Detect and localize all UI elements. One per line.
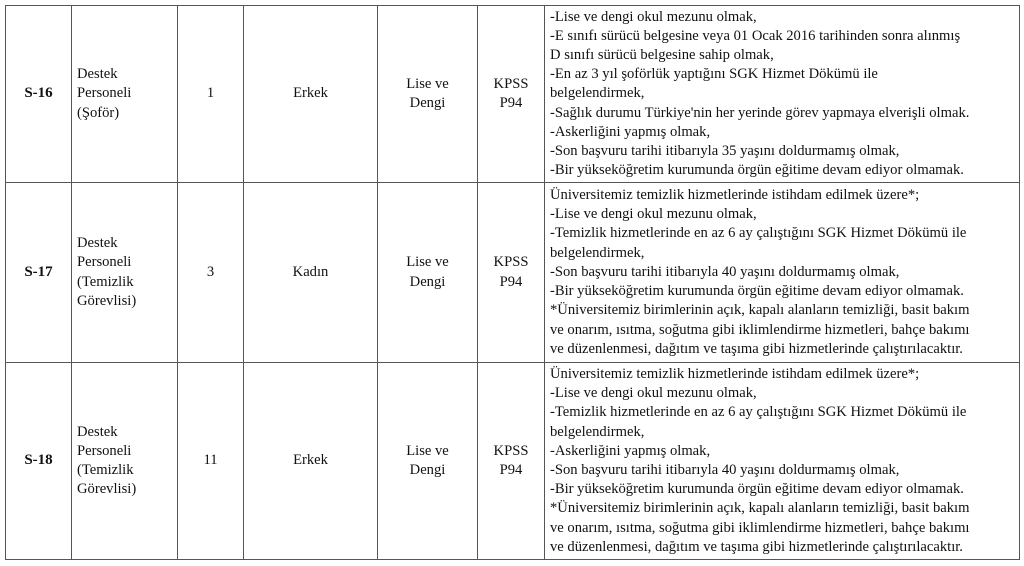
condition-line: -Lise ve dengi okul mezunu olmak, [550,8,757,25]
position-title-line: (Temizlik [77,273,134,290]
position-title-line: Personeli [77,85,132,102]
position-title-cell [72,363,178,560]
exam-line: KPSS [493,254,529,271]
position-code-cell [6,363,72,560]
position-title-line: (Şoför) [77,104,120,121]
condition-line: -En az 3 yıl şoförlük yaptığını SGK Hizmet Dökümü ile [550,66,878,83]
gender-cell [244,183,378,363]
condition-line: -Son başvuru tarihi itibarıyla 35 yaşını doldurmamış olmak, [550,143,900,159]
table-body [6,6,1020,560]
condition-line: -Bir yükseköğretim kurumunda örgün eğitime devam ediyor olmamak. [550,283,964,300]
exam-line: P94 [499,462,523,478]
position-code: S-16 [24,85,53,102]
position-count: 3 [206,263,215,280]
education-line: Dengi [409,462,446,478]
position-count: 11 [203,452,218,469]
condition-line: Üniversitemiz temizlik hizmetlerinde istihdam edilmek üzere*; [550,187,920,204]
document-page [5,5,1019,561]
conditions-cell [545,363,1020,560]
table-row [6,183,1020,363]
condition-line: Üniversitemiz temizlik hizmetlerinde istihdam edilmek üzere*; [550,365,920,382]
position-title-line: Personeli [77,254,132,271]
condition-line: belgelendirmek, [550,423,645,440]
education-cell [378,363,478,560]
condition-line: -Temizlik hizmetlerinde en az 6 ay çalıştığını SGK Hizmet Dökümü ile [550,225,967,242]
condition-line: -Askerliğini yapmış olmak, [550,442,711,459]
condition-line: -Temizlik hizmetlerinde en az 6 ay çalıştığını SGK Hizmet Dökümü ile [550,404,967,421]
position-title-line: Destek [77,66,118,83]
condition-line: -Son başvuru tarihi itibarıyla 40 yaşını doldurmamış olmak, [550,263,900,280]
conditions-cell [545,6,1020,183]
gender-value: Erkek [293,452,328,469]
position-title-cell [72,183,178,363]
exam-line: P94 [499,95,523,111]
condition-line: ve düzenlenmesi, dağıtım ve taşıma gibi hizmetlerinde çalıştırılacaktır. [550,538,963,555]
gender-value: Kadın [292,263,329,280]
condition-line: ve onarım, ısıtma, soğutma gibi iklimlendirme hizmetleri, bahçe bakımı [550,321,970,338]
condition-line: -Askerliğini yapmış olmak, [550,123,711,140]
position-code: S-18 [24,452,53,469]
condition-line: -Lise ve dengi okul mezunu olmak, [550,206,757,223]
position-code-cell [6,6,72,183]
exam-line: KPSS [493,442,529,459]
condition-line: *Üniversitemiz birimlerinin açık, kapalı alanların temizliği, basit bakım [550,302,970,319]
condition-line: *Üniversitemiz birimlerinin açık, kapalı alanların temizliği, basit bakım [550,500,970,517]
position-count-cell [178,6,244,183]
education-line: Dengi [409,273,446,290]
position-title-line: Görevlisi) [77,481,137,498]
condition-line: belgelendirmek, [550,244,645,261]
condition-line: D sınıfı sürücü belgesine sahip olmak, [550,46,774,63]
condition-line: -Lise ve dengi okul mezunu olmak, [550,385,757,402]
position-code: S-17 [24,263,53,280]
condition-line: -E sınıfı sürücü belgesine veya 01 Ocak 2016 tarihinden sonra alınmış [550,27,961,44]
position-count-cell [178,183,244,363]
gender-cell [244,6,378,183]
position-count-cell [178,363,244,560]
education-line: Lise ve [406,442,449,459]
position-requirements-table [5,5,1020,560]
position-title-cell [72,6,178,183]
exam-cell [478,363,545,560]
table-row [6,6,1020,183]
education-line: Lise ve [406,254,449,271]
position-title-line: Destek [77,423,118,440]
position-title-line: Personeli [77,442,132,459]
position-code-cell [6,183,72,363]
exam-cell [478,6,545,183]
condition-line: -Bir yükseköğretim kurumunda örgün eğitime devam ediyor olmamak. [550,162,964,179]
position-title-line: (Temizlik [77,462,134,478]
position-title-line: Destek [77,235,118,252]
education-cell [378,6,478,183]
exam-cell [478,183,545,363]
exam-line: P94 [499,273,523,290]
condition-line: belgelendirmek, [550,85,645,102]
education-line: Lise ve [406,75,449,92]
table-row [6,363,1020,560]
condition-line: ve onarım, ısıtma, soğutma gibi iklimlendirme hizmetleri, bahçe bakımı [550,519,970,536]
conditions-cell [545,183,1020,363]
condition-line: ve düzenlenmesi, dağıtım ve taşıma gibi hizmetlerinde çalıştırılacaktır. [550,340,963,357]
gender-cell [244,363,378,560]
condition-line: -Son başvuru tarihi itibarıyla 40 yaşını doldurmamış olmak, [550,462,900,478]
education-line: Dengi [409,95,446,111]
position-count: 1 [206,85,215,102]
position-title-line: Görevlisi) [77,292,137,309]
condition-line: -Bir yükseköğretim kurumunda örgün eğitime devam ediyor olmamak. [550,481,964,498]
education-cell [378,183,478,363]
condition-line: -Sağlık durumu Türkiye'nin her yerinde görev yapmaya elverişli olmak. [550,104,970,121]
exam-line: KPSS [493,75,529,92]
gender-value: Erkek [293,85,328,102]
